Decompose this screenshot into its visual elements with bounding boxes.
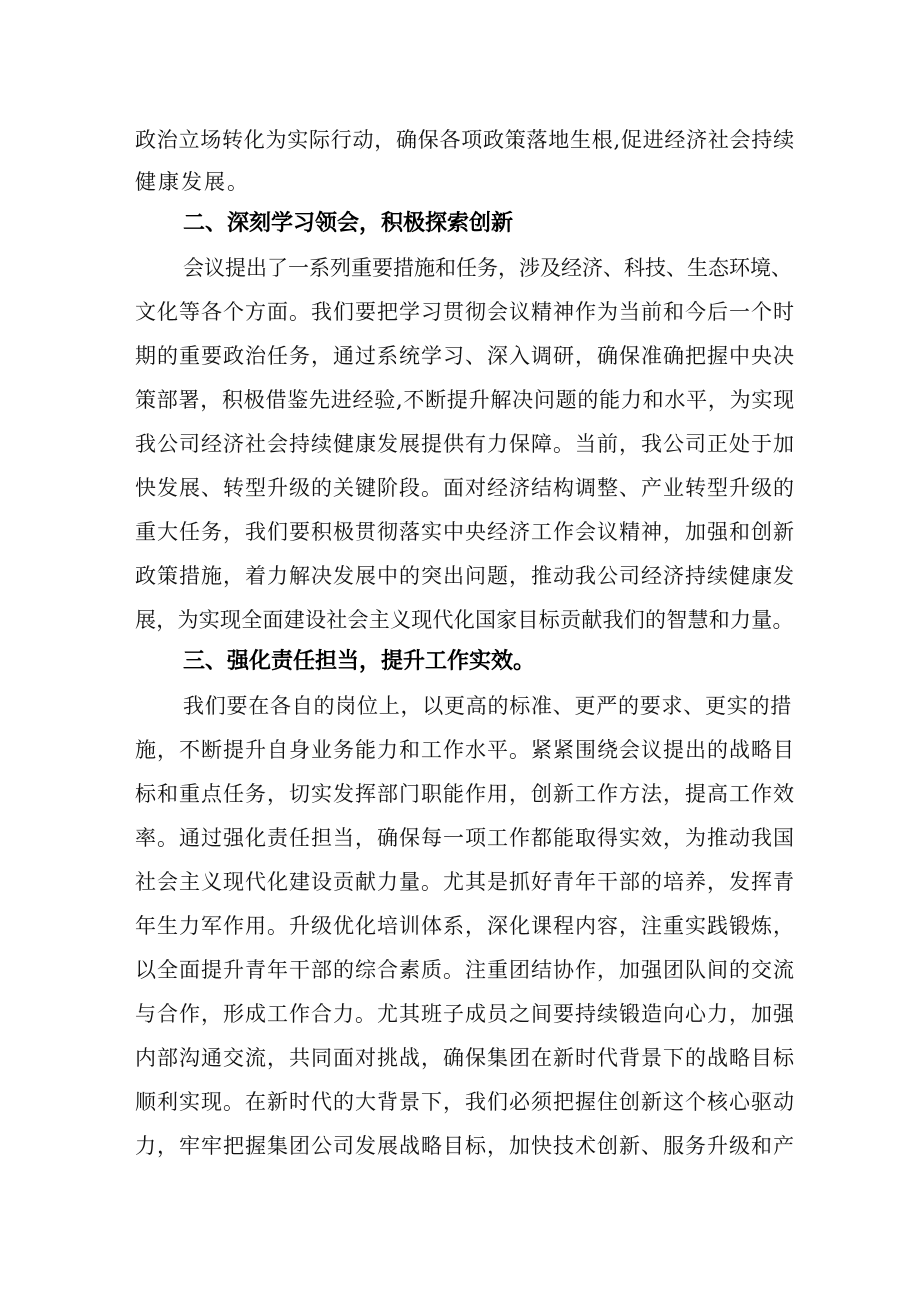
paragraph-line: 我公司经济社会持续健康发展提供有力保障。当前，我公司正处于加: [135, 432, 795, 456]
paragraph-line: 快发展、转型升级的关键阶段。面对经济结构调整、产业转型升级的: [135, 476, 795, 500]
paragraph-line: 社会主义现代化建设贡献力量。尤其是抓好青年干部的培养，发挥青: [135, 870, 795, 894]
paragraph-line: 以全面提升青年干部的综合素质。注重团结协作，加强团队间的交流: [135, 958, 795, 982]
paragraph-line: 政策措施，着力解决发展中的突出问题，推动我公司经济持续健康发: [135, 564, 795, 588]
paragraph-line: 力，牢牢把握集团公司发展战略目标，加快技术创新、服务升级和产: [135, 1134, 795, 1158]
paragraph-line: 标和重点任务，切实发挥部门职能作用，创新工作方法，提高工作效: [135, 782, 795, 806]
paragraph-line: 策部署，积极借鉴先进经验,不断提升解决问题的能力和水平，为实现: [135, 388, 795, 412]
paragraph-line: 政治立场转化为实际行动，确保各项政策落地生根,促进经济社会持续: [135, 128, 795, 152]
paragraph-line: 施，不断提升自身业务能力和工作水平。紧紧围绕会议提出的战略目: [135, 738, 795, 762]
paragraph-line: 顺利实现。在新时代的大背景下，我们必须把握住创新这个核心驱动: [135, 1090, 795, 1114]
paragraph-line: 与合作，形成工作合力。尤其班子成员之间要持续锻造向心力，加强: [135, 1002, 795, 1026]
section-heading-3: 三、强化责任担当，提升工作实效。: [183, 649, 536, 674]
paragraph-line: 文化等各个方面。我们要把学习贯彻会议精神作为当前和今后一个时: [135, 300, 795, 324]
paragraph-line: 率。通过强化责任担当，确保每一项工作都能取得实效，为推动我国: [135, 826, 795, 850]
paragraph-line: 健康发展。: [135, 170, 250, 194]
paragraph-line: 展，为实现全面建设社会主义现代化国家目标贡献我们的智慧和力量。: [135, 608, 794, 632]
paragraph-line: 期的重要政治任务，通过系统学习、深入调研，确保准确把握中央决: [135, 344, 795, 368]
paragraph-line: 重大任务，我们要积极贯彻落实中央经济工作会议精神，加强和创新: [135, 520, 795, 544]
paragraph-line: 会议提出了一系列重要措施和任务，涉及经济、科技、生态环境、: [183, 256, 792, 280]
paragraph-line: 内部沟通交流，共同面对挑战，确保集团在新时代背景下的战略目标: [135, 1046, 795, 1070]
section-heading-2: 二、深刻学习领会，积极探索创新: [183, 211, 514, 236]
paragraph-line: 我们要在各自的岗位上，以更高的标准、更严的要求、更实的措: [183, 694, 792, 718]
paragraph-line: 年生力军作用。升级优化培训体系，深化课程内容，注重实践锻炼，: [135, 914, 795, 938]
